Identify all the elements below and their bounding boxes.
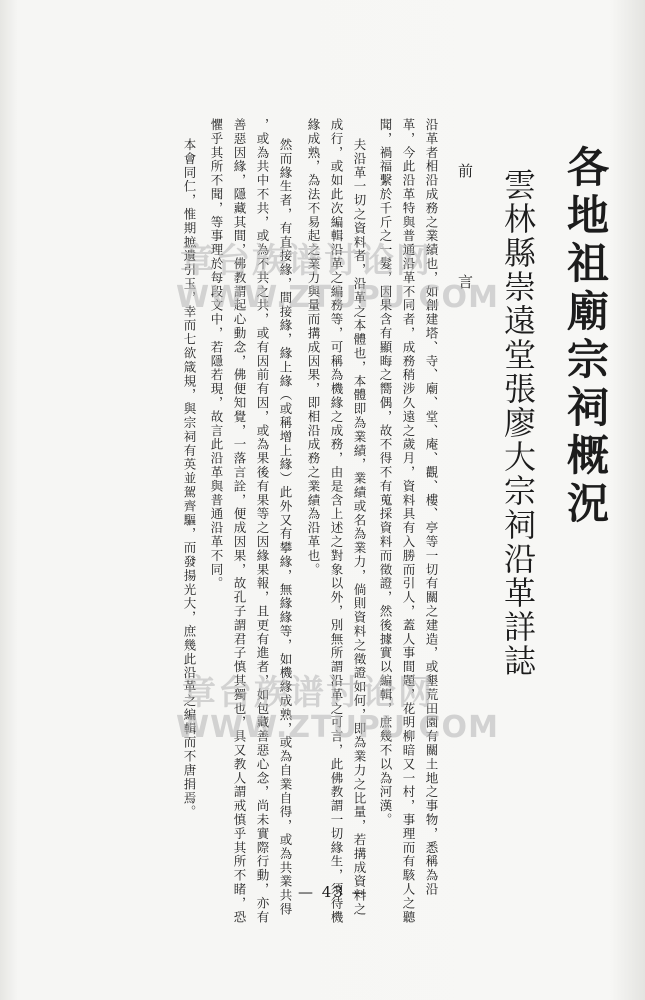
body-column: 善惡因緣，隱藏其間，佛教謂起心動念，佛便知覺，一落言詮，便成因果，故孔子謂君子慎其獨也，具又教人謂戒慎乎其所不睹，恐 xyxy=(232,118,247,925)
page-number: — 43 — xyxy=(298,883,369,901)
body-column: 革，今此沿革特與普通沿革不同者，成務稍涉久遠之歲月，資料具有入勝而引人，蓋人事間題，花明柳暗又一村，事理而有駭人之聽 xyxy=(401,118,416,925)
body-column: 成行，或如此次編輯沿革之編務等，可稱為機緣之成務，由是含上述之對象以外，別無所謂沿革之可言，此佛教謂一切緣生，須待機 xyxy=(329,118,344,925)
body-column: 緣成熟，為法不易起之業力與量而搆成因果，即相沿成務之業績為沿革也。 xyxy=(306,118,321,577)
body-column: 懼乎其所不聞，等事理於每段文中，若隱若現，故言此沿革與普通沿革不同。 xyxy=(209,118,224,591)
body-column: 聞，禍福繫於千斤之一髮，因果含有顯晦之嚮偶，故不得不有蒐採資料而徵證，然後據實以編輯，庶幾不以為河漢。 xyxy=(378,118,393,827)
body-column: 沿革者相沿成務之業績也，如創建塔、寺、廟、堂、庵、觀、樓、亭等一切有關之建造，或墾荒田園有關土地之事物，悉稱為沿 xyxy=(424,118,439,897)
watermark-url: WWW.ZTUPU.COM xyxy=(176,710,499,745)
watermark-text: 章台族谱讨论网 xyxy=(180,241,432,281)
body-column: 本會同仁，惟期摭遺引玉，幸而七欲箴規，與宗祠有英並駕齊驅，而發揚光大，庶幾此沿革之編輯而不唐捐焉。 xyxy=(182,138,197,820)
watermark-url: WWW.ZTUPU.COM xyxy=(176,280,499,315)
preface-heading: 前 言 xyxy=(456,163,474,311)
subtitle: 雲林縣崇遠堂張廖大宗祠沿革詳誌 xyxy=(499,168,537,678)
main-title: 各地祖廟宗祠概況 xyxy=(561,145,610,529)
body-column: ，或為共中不共，或為不共之共，或有因前有因，或為果後有果等之因緣果報，且更有進者，如包藏善惡心念，尚未實際行動，亦有 xyxy=(255,118,270,925)
body-column: 然而緣生者，有直接緣，間接緣，緣上緣（或稱增上緣）此外又有攀緣，無緣緣等，如機緣成熟，或為自業自得，或為共業共得 xyxy=(278,138,293,917)
body-column: 夫沿革一切之資料者，沿革之本體也，本體即為業績，業績或名為業力，倘則資料之徵證如何，即為業力之比量，若搆成資料之 xyxy=(352,138,367,917)
watermark-text: 章台族谱讨论网 xyxy=(182,673,434,713)
